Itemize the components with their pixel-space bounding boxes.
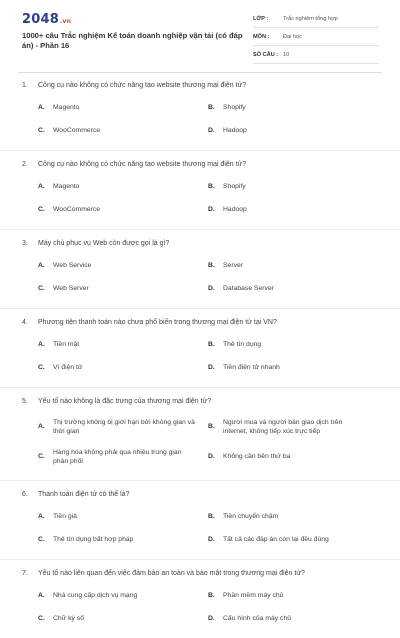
question-line (22, 481, 378, 505)
page-header (0, 0, 400, 68)
option-text: Shopify (223, 103, 246, 111)
question-number: 7. (22, 570, 28, 577)
question-line (22, 388, 378, 412)
option-b[interactable] (208, 175, 368, 198)
option-grid (22, 96, 378, 150)
option-letter: B. (208, 340, 215, 348)
option-text: Hadoop (223, 205, 247, 213)
option-text: Tiền giả (53, 512, 77, 520)
option-text: Database Server (223, 284, 275, 292)
option-text: WooCommerce (53, 126, 101, 134)
question-number: 4. (22, 319, 28, 326)
option-text: Thị trường không bị giới hạn bởi không gian và thời gian (53, 418, 195, 435)
option-text: Web Service (53, 261, 92, 269)
option-a[interactable] (38, 412, 208, 442)
option-d[interactable] (208, 442, 368, 472)
question-number: 3. (22, 240, 28, 247)
option-letter: C. (38, 363, 45, 371)
option-letter: B. (208, 423, 215, 431)
option-a[interactable] (38, 333, 208, 356)
option-text: Tiền chuyển chậm (223, 512, 279, 520)
option-grid (22, 254, 378, 308)
question-number: 2. (22, 161, 28, 168)
option-a[interactable] (38, 584, 208, 607)
option-text: Người mua và người bán giao dịch trên internet, không tiếp xúc trực tiếp (223, 418, 343, 435)
option-b[interactable] (208, 96, 368, 119)
option-letter: A. (38, 261, 45, 269)
meta-value: 10 (283, 51, 290, 58)
option-a[interactable] (38, 175, 208, 198)
option-letter: D. (208, 205, 215, 213)
option-text: Magento (53, 182, 80, 190)
question-list (0, 72, 400, 638)
option-letter: B. (208, 512, 215, 520)
option-letter: D. (208, 284, 215, 292)
option-letter: D. (208, 126, 215, 134)
meta-table (253, 10, 379, 64)
option-text: Tiền mặt (53, 340, 80, 348)
option-b[interactable] (208, 333, 368, 356)
option-text: Tiền điện tử nhanh (223, 363, 280, 371)
meta-row-subject (253, 28, 379, 46)
site-logo[interactable] (22, 12, 71, 27)
option-text: Thẻ tín dụng bất hợp pháp (53, 535, 134, 543)
option-text: Nhà cung cấp dịch vụ mạng (53, 591, 138, 599)
option-letter: B. (208, 261, 215, 269)
question-7 (0, 559, 400, 638)
question-line (22, 230, 378, 254)
option-letter: B. (208, 103, 215, 111)
meta-row-count (253, 46, 379, 64)
option-letter: A. (38, 103, 45, 111)
question-4 (0, 308, 400, 387)
question-line (22, 560, 378, 584)
meta-row-class (253, 10, 379, 28)
question-number: 5. (22, 398, 28, 405)
option-letter: A. (38, 340, 45, 348)
option-c[interactable] (38, 528, 208, 551)
option-letter: C. (38, 453, 45, 461)
option-letter: D. (208, 453, 215, 461)
option-letter: C. (38, 126, 45, 134)
option-text: Thẻ tín dụng (223, 340, 262, 348)
logo-text: 2048 (22, 12, 59, 27)
option-c[interactable] (38, 277, 208, 300)
option-text: Web Server (53, 284, 89, 292)
question-text: Máy chủ phục vụ Web còn được gọi là gì? (38, 240, 170, 247)
option-letter: A. (38, 512, 45, 520)
option-text: Chữ ký số (53, 614, 84, 622)
option-text: Hàng hóa không phải qua nhiều trung gian phân phối (53, 448, 182, 465)
question-2 (0, 150, 400, 229)
option-letter: A. (38, 182, 45, 190)
logo-suffix: .vn (59, 18, 72, 25)
question-3 (0, 229, 400, 308)
question-text: Thanh toán điện tử có thể là? (38, 491, 130, 498)
meta-key: LỚP : (253, 15, 269, 22)
question-text: Công cụ nào không có chức năng tạo website thương mại điện tử? (38, 161, 247, 168)
option-letter: C. (38, 535, 45, 543)
option-d[interactable] (208, 607, 368, 630)
option-text: Hadoop (223, 126, 247, 134)
option-letter: A. (38, 591, 45, 599)
meta-key: SỐ CÂU : (253, 51, 279, 58)
question-number: 1. (22, 82, 28, 89)
option-c[interactable] (38, 607, 208, 630)
option-letter: D. (208, 363, 215, 371)
option-b[interactable] (208, 505, 368, 528)
option-grid (22, 584, 378, 638)
option-b[interactable] (208, 412, 368, 442)
page-title: 1000+ câu Trắc nghiệm Kế toán doanh nghiệp vận tải (có đáp án) - Phần 16 (22, 31, 243, 50)
option-c[interactable] (38, 442, 208, 472)
option-letter: B. (208, 591, 215, 599)
meta-value: Đại học (283, 33, 302, 40)
question-line (22, 309, 378, 333)
option-text: Magento (53, 103, 80, 111)
option-a[interactable] (38, 254, 208, 277)
option-c[interactable] (38, 356, 208, 379)
question-6 (0, 480, 400, 559)
option-letter: A. (38, 423, 45, 431)
question-text: Yếu tố nào liên quan đến việc đảm bảo an toàn và bảo mật trong thương mại điện tử? (38, 570, 305, 577)
option-text: Ví điện tử (53, 363, 83, 371)
option-text: Không cần bên thứ ba (223, 453, 291, 461)
option-c[interactable] (38, 119, 208, 142)
option-a[interactable] (38, 96, 208, 119)
option-d[interactable] (208, 198, 368, 221)
option-grid (22, 505, 378, 559)
option-a[interactable] (38, 505, 208, 528)
option-letter: D. (208, 535, 215, 543)
option-letter: C. (38, 205, 45, 213)
option-text: Phần mềm máy chủ (223, 591, 284, 599)
option-c[interactable] (38, 198, 208, 221)
question-number: 6. (22, 491, 28, 498)
option-grid (22, 412, 378, 480)
option-d[interactable] (208, 119, 368, 142)
question-text: Phương tiện thanh toán nào chưa phổ biến trong thương mại điện tử tại VN? (38, 319, 277, 326)
question-text: Yếu tố nào không là đặc trưng của thương mại điện tử? (38, 398, 212, 405)
option-letter: B. (208, 182, 215, 190)
question-line (22, 151, 378, 175)
question-5 (0, 387, 400, 480)
option-text: Cấu hình của máy chủ (223, 614, 292, 622)
option-letter: C. (38, 284, 45, 292)
option-b[interactable] (208, 584, 368, 607)
option-text: Server (223, 261, 244, 269)
option-b[interactable] (208, 254, 368, 277)
option-grid (22, 175, 378, 229)
option-d[interactable] (208, 277, 368, 300)
meta-value: Trắc nghiệm tổng hợp (283, 15, 338, 22)
option-text: Shopify (223, 182, 246, 190)
option-text: WooCommerce (53, 205, 101, 213)
option-grid (22, 333, 378, 387)
option-d[interactable] (208, 528, 368, 551)
option-d[interactable] (208, 356, 368, 379)
option-letter: C. (38, 614, 45, 622)
option-letter: D. (208, 614, 215, 622)
option-text: Tất cả các đáp án còn lại đều đúng (223, 535, 329, 543)
question-line (22, 72, 378, 96)
question-text: Công cụ nào không có chức năng tạo website thương mại điện tử? (38, 82, 247, 89)
question-1 (0, 72, 400, 150)
meta-key: MÔN : (253, 33, 270, 40)
